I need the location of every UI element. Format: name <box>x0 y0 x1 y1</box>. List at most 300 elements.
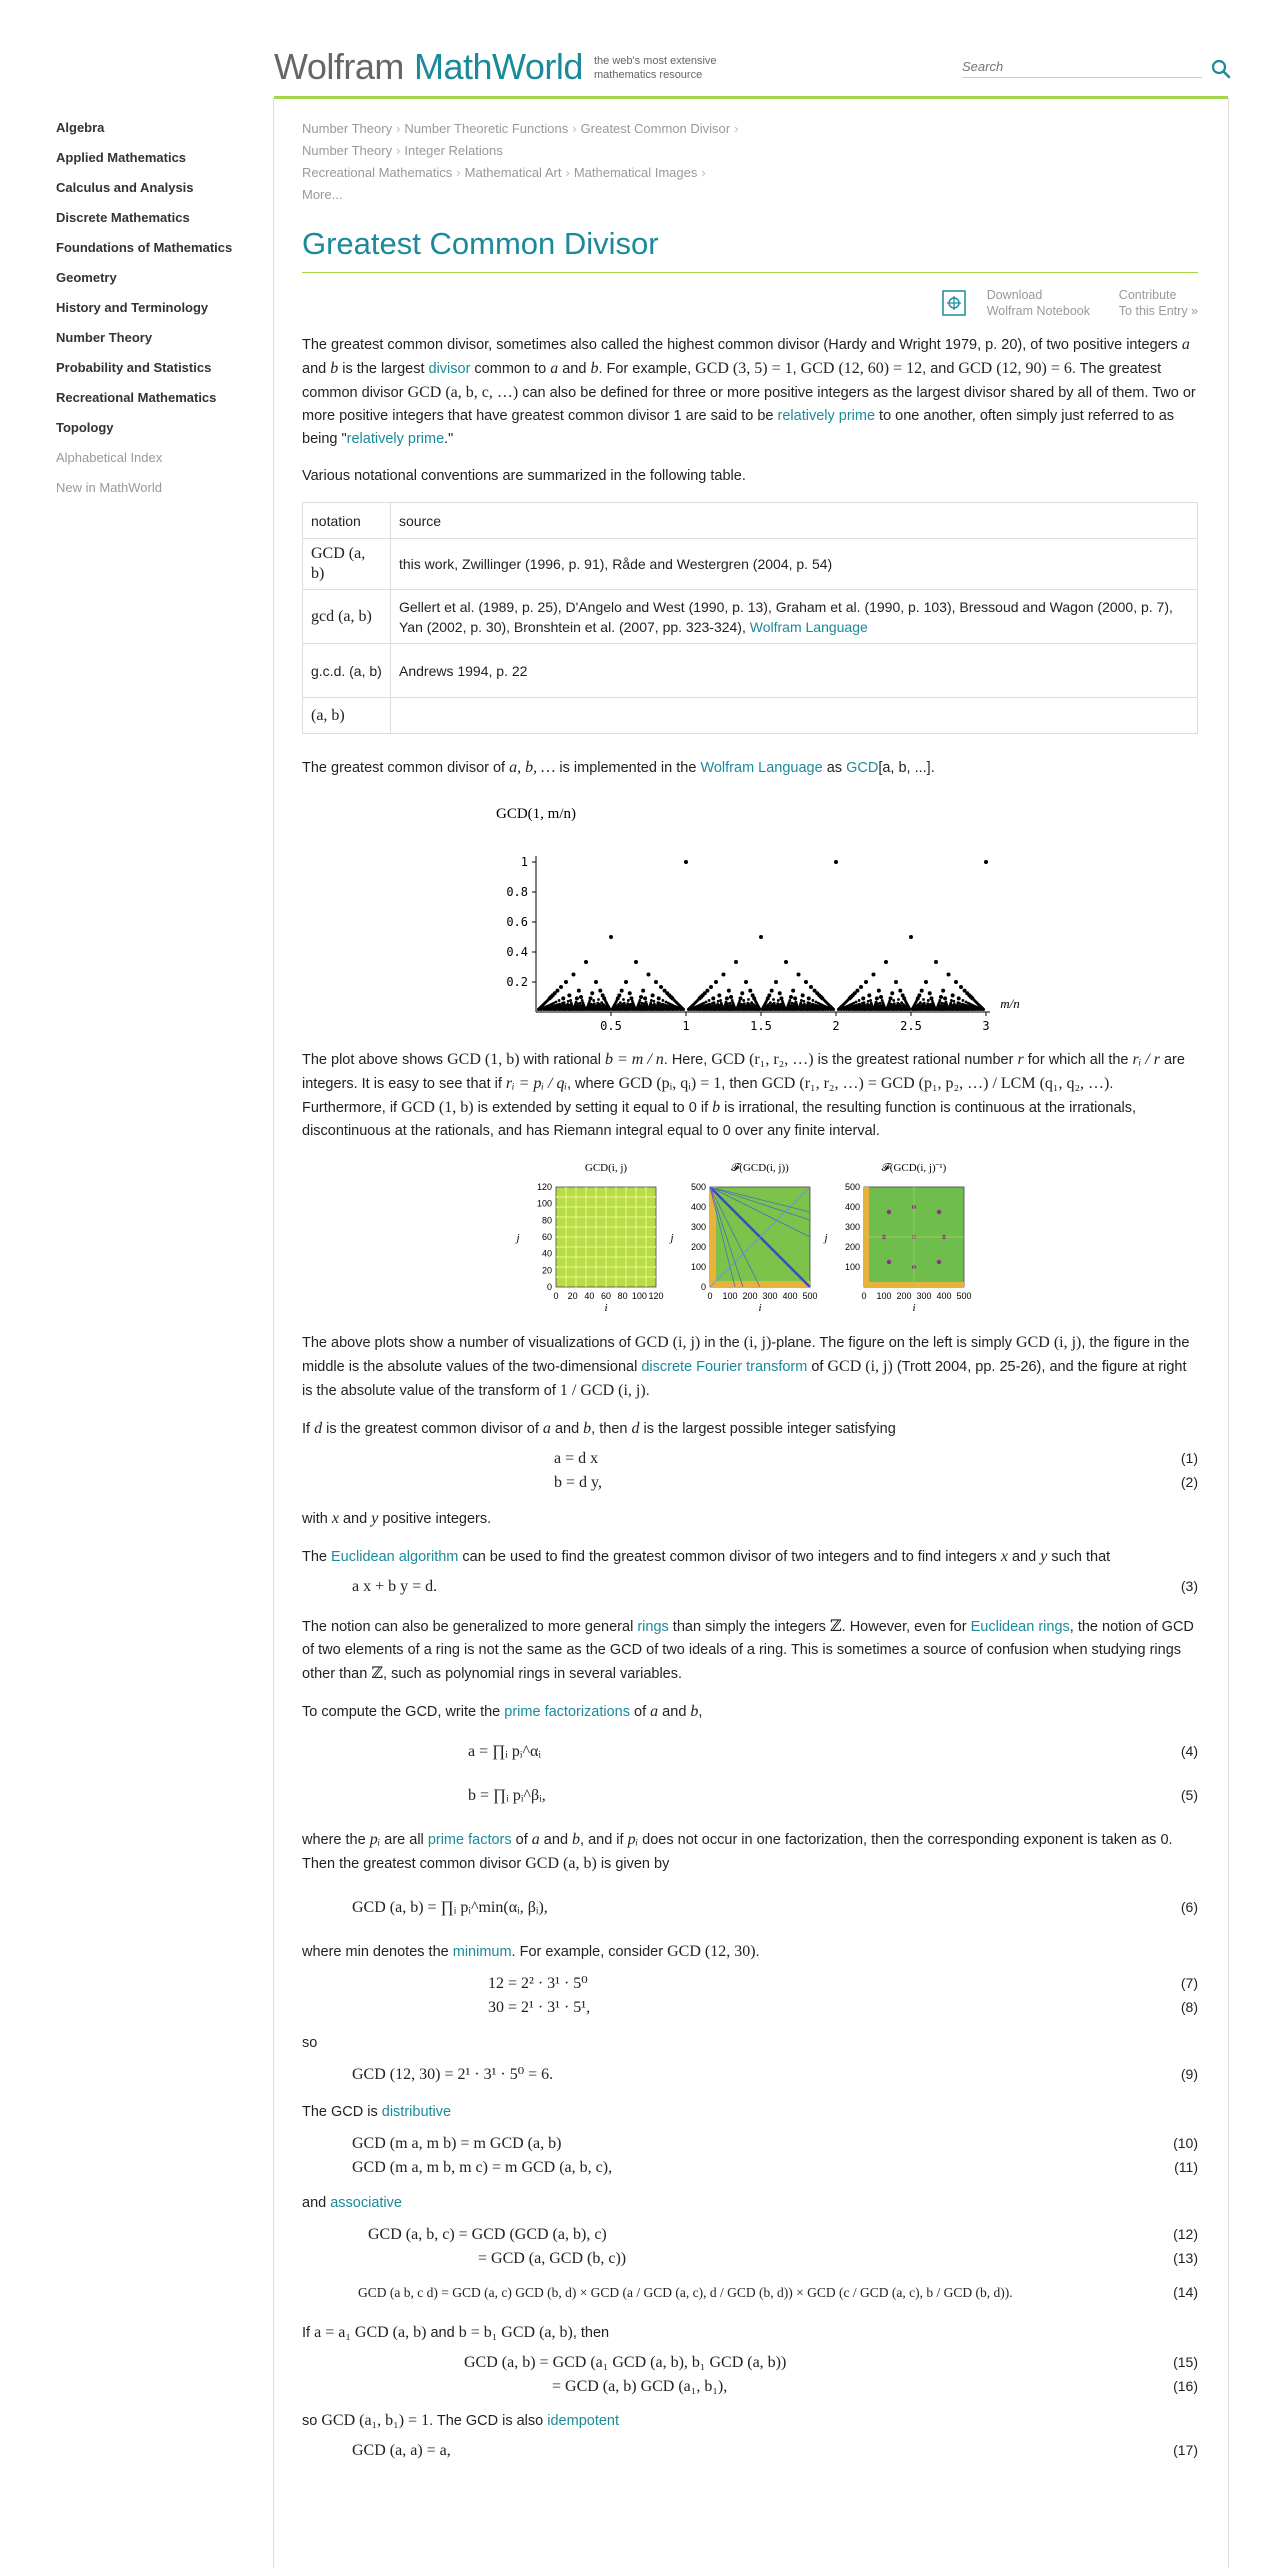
y-tick-label: 0 <box>546 1282 552 1292</box>
breadcrumb-line <box>302 118 1198 140</box>
breadcrumb-link[interactable]: Number Theory <box>302 143 393 158</box>
sidebar-item-probability[interactable]: Probability and Statistics <box>56 360 212 375</box>
data-point <box>967 1008 970 1011</box>
data-point <box>592 999 595 1002</box>
data-point <box>607 1008 610 1011</box>
data-point <box>592 1008 595 1011</box>
data-point <box>620 989 624 993</box>
data-point <box>766 1008 769 1011</box>
search-input[interactable] <box>962 56 1202 78</box>
data-point <box>759 935 763 939</box>
table-header: notation <box>303 503 391 539</box>
data-point <box>884 960 888 964</box>
data-point <box>877 1008 880 1011</box>
data-point <box>619 1008 622 1011</box>
implementation-paragraph: The greatest common divisor of a, b, … is implemented in the Wolfram Language as GCD[a, b, ...]. <box>302 759 935 776</box>
equation: GCD (a, b) = GCD (a₁ GCD (a, b), b₁ GCD (a, b)) (15) <box>464 2354 1198 2371</box>
data-point <box>770 989 774 993</box>
tagline <box>594 54 717 82</box>
table-cell-source: Gellert et al. (1989, p. 25), D'Angelo and West (1990, p. 13), Graham et al. (1990, p. 103), Bressoud and Wagon (2000, p. 7), Yan (2002, p. 30), Bronshtein et al. (2007, pp. 323-324), Wolfram Language <box>391 590 1198 644</box>
data-point <box>647 973 651 977</box>
euclidean-rings-link[interactable]: Euclidean rings <box>970 1619 1070 1635</box>
sidebar-item-calculus-and-analysis[interactable]: Calculus and Analysis <box>56 180 194 195</box>
data-point <box>928 991 932 995</box>
equation: GCD (12, 30) = 2¹ · 3¹ · 5⁰ = 6. (9) <box>352 2066 1198 2083</box>
data-point <box>559 985 563 989</box>
data-point <box>950 999 953 1002</box>
data-point <box>892 999 895 1002</box>
data-point <box>588 1008 591 1011</box>
x-tick-label: 1 <box>682 1019 690 1033</box>
data-point <box>802 1008 805 1011</box>
idempotent-link[interactable]: idempotent <box>547 2413 620 2429</box>
y-tick-label: 1 <box>520 855 528 869</box>
y-tick-label: 80 <box>541 1215 552 1226</box>
table-cell-notation: g.c.d. (a, b) <box>303 644 391 698</box>
data-point <box>640 1002 643 1005</box>
data-point <box>567 993 571 997</box>
data-point <box>590 991 594 995</box>
data-point <box>804 980 808 984</box>
data-point <box>609 935 613 939</box>
distributive-link[interactable]: distributive <box>381 2104 452 2120</box>
plot-pattern <box>937 1210 941 1214</box>
data-point <box>646 1008 649 1011</box>
data-point <box>896 1008 899 1011</box>
data-point <box>812 999 815 1002</box>
data-point <box>627 999 630 1002</box>
data-point <box>834 860 838 864</box>
sidebar-item-foundations[interactable]: Foundations of Mathematics <box>56 240 233 255</box>
data-point <box>569 999 572 1002</box>
y-tick-label: 0 <box>700 1282 706 1292</box>
data-point <box>729 1002 732 1005</box>
data-point <box>622 998 625 1001</box>
y-axis-label: j <box>824 1232 828 1244</box>
sidebar-item-new-in-mathworld[interactable]: New in MathWorld <box>56 480 162 495</box>
equation: 12 = 2² · 3¹ · 5⁰ (7) <box>488 1975 1198 1992</box>
data-point <box>789 995 793 999</box>
data-point <box>712 1008 715 1011</box>
data-point <box>974 1008 977 1011</box>
notebook-icon[interactable] <box>942 290 966 316</box>
data-point <box>695 1008 698 1011</box>
data-point <box>616 1008 619 1011</box>
data-point <box>772 998 775 1001</box>
data-point <box>952 1000 955 1003</box>
y-tick-label: 300 <box>844 1222 860 1232</box>
data-point <box>711 996 715 1000</box>
data-point <box>631 1008 634 1011</box>
data-point <box>570 1008 573 1011</box>
breadcrumb-line <box>302 162 1198 184</box>
sidebar-item-discrete-mathematics[interactable]: Discrete Mathematics <box>56 210 190 225</box>
data-point <box>931 1008 934 1011</box>
data-point <box>603 1008 606 1011</box>
rings-link[interactable]: rings <box>637 1619 669 1635</box>
data-point <box>954 980 958 984</box>
wolfram-language-link[interactable]: Wolfram Language <box>749 618 868 635</box>
relatively-prime-link-2[interactable]: relatively prime <box>346 431 445 447</box>
data-point <box>800 999 803 1002</box>
data-point <box>727 989 731 993</box>
data-point <box>817 1008 820 1011</box>
x-tick-label: 0.5 <box>600 1019 622 1033</box>
data-point <box>949 1008 952 1011</box>
x-tick-label: 100 <box>631 1291 647 1301</box>
prime-factors-paragraph: where the pᵢ are all prime factors of a and b, and if pᵢ does not occur in one factorization, then the corresponding exponent is taken as 0. Then the greatest common divisor GCD (a, b) is given by <box>302 1831 1173 1872</box>
data-point <box>687 1008 690 1011</box>
breadcrumb-line <box>302 184 1198 206</box>
y-tick-label: 120 <box>536 1182 552 1192</box>
gcd-visualizations <box>302 1157 1198 1317</box>
data-point <box>628 991 632 995</box>
data-point <box>575 996 579 1000</box>
logo-mathworld[interactable]: MathWorld <box>414 46 583 87</box>
x-axis-label: i <box>758 1302 762 1314</box>
data-point <box>735 1008 738 1011</box>
data-point <box>867 1008 870 1011</box>
x-tick-label: 0 <box>707 1291 713 1301</box>
data-point <box>920 989 924 993</box>
equation: a x + b y = d. (3) <box>352 1578 1198 1595</box>
data-point <box>739 996 743 1000</box>
data-point <box>781 1008 784 1011</box>
plot-title: GCD(i, j) <box>584 1162 628 1174</box>
data-point <box>959 985 963 989</box>
prime-factors-link[interactable]: prime factors <box>427 1832 512 1848</box>
data-point <box>577 1008 580 1011</box>
contribute-link[interactable] <box>1119 287 1198 319</box>
data-point <box>802 1000 805 1003</box>
data-point <box>807 996 811 1000</box>
data-point <box>597 998 600 1001</box>
breadcrumb-more-link[interactable]: More... <box>302 187 343 202</box>
data-point <box>657 996 661 1000</box>
data-point <box>598 989 602 993</box>
data-point <box>744 980 748 984</box>
sidebar-item-algebra[interactable]: Algebra <box>56 120 105 135</box>
data-point <box>657 1008 660 1011</box>
data-point <box>934 1008 937 1011</box>
logo-wolfram[interactable]: Wolfram <box>274 46 404 87</box>
data-point <box>627 1008 630 1011</box>
breadcrumb-link[interactable]: Mathematical Art <box>464 165 562 180</box>
data-point <box>837 1008 840 1011</box>
x-tick-label: 200 <box>896 1291 912 1301</box>
plot-pattern <box>710 1281 810 1287</box>
data-point <box>870 1008 873 1011</box>
data-point <box>572 973 576 977</box>
data-point <box>690 1008 693 1011</box>
data-point <box>897 998 900 1001</box>
data-point <box>753 1008 756 1011</box>
coprime-paragraph: If a = a₁ GCD (a, b) and b = b₁ GCD (a, b), then <box>302 2324 610 2341</box>
y-tick-label: 200 <box>690 1242 706 1252</box>
data-point <box>796 1008 799 1011</box>
data-point <box>659 985 663 989</box>
contribute-label: Contribute <box>1118 288 1177 302</box>
data-point <box>872 973 876 977</box>
data-point <box>952 1008 955 1011</box>
data-point <box>822 1008 825 1011</box>
data-point <box>877 989 881 993</box>
data-point <box>667 1008 670 1011</box>
breadcrumb-link[interactable]: Recreational Mathematics <box>302 165 453 180</box>
data-point <box>649 1008 652 1011</box>
x-tick-label: 20 <box>567 1291 578 1301</box>
data-point <box>827 1008 830 1011</box>
breadcrumb-link[interactable]: Integer Relations <box>404 143 503 158</box>
data-point <box>862 1008 865 1011</box>
data-point <box>929 996 933 1000</box>
data-point <box>790 1002 793 1005</box>
data-point <box>594 980 598 984</box>
data-point <box>540 1008 543 1011</box>
data-point <box>748 1008 751 1011</box>
data-point <box>840 1008 843 1011</box>
data-point <box>748 989 752 993</box>
data-point <box>809 985 813 989</box>
tagline-line-1: the web's most extensive <box>594 55 717 67</box>
breadcrumb-sep: › <box>396 121 401 136</box>
search-icon[interactable] <box>1210 58 1232 80</box>
data-point <box>654 980 658 984</box>
data-point <box>912 1008 915 1011</box>
download-label: Download <box>986 288 1043 302</box>
associative-paragraph: and associative <box>302 2195 402 2211</box>
data-point <box>555 1008 558 1011</box>
data-point <box>677 1008 680 1011</box>
data-point <box>717 1000 720 1003</box>
data-point <box>598 1008 601 1011</box>
dft-link[interactable]: discrete Fourier transform <box>641 1359 808 1375</box>
y-tick-label: 200 <box>844 1242 860 1252</box>
data-point <box>722 973 726 977</box>
prime-factorizations-link[interactable]: prime factorizations <box>504 1704 630 1720</box>
data-point <box>537 1008 540 1011</box>
data-point <box>799 1008 802 1011</box>
data-point <box>738 1008 741 1011</box>
data-point <box>892 1008 895 1011</box>
data-point <box>793 996 797 1000</box>
data-point <box>980 1008 983 1011</box>
data-point <box>634 1008 637 1011</box>
data-point <box>962 1008 965 1011</box>
data-point <box>777 1008 780 1011</box>
data-point <box>984 860 988 864</box>
data-point <box>708 999 711 1002</box>
data-point <box>941 989 945 993</box>
data-point <box>964 1008 967 1011</box>
visualization-paragraph: The above plots show a number of visualizations of GCD (i, j) in the (i, j)-plane. The figure on the left is simply GCD (i, j), the figure in the middle is the absolute values of the two-dimensional discrete Fourier transform of GCD (i, j) (Trott 2004, pp. 25-26), and the figure at right is the absolute value of the transform of 1 / GCD (i, j). <box>302 1334 1190 1399</box>
divisor-link[interactable]: divisor <box>428 361 471 377</box>
breadcrumb-link[interactable]: Number Theory <box>302 121 393 136</box>
y-tick-label: 500 <box>690 1182 706 1192</box>
x-tick-label: 2 <box>832 1019 840 1033</box>
data-point <box>879 1002 882 1005</box>
data-point <box>769 1008 772 1011</box>
equation: = GCD (a, b) GCD (a₁, b₁), (16) <box>552 2378 1198 2395</box>
y-tick-label: 0.4 <box>506 945 528 959</box>
data-point <box>624 980 628 984</box>
table-row <box>303 698 1198 734</box>
data-point <box>697 1008 700 1011</box>
data-point <box>957 1008 960 1011</box>
equation: a = ∏ᵢ pᵢ^αᵢ (4) <box>468 1743 1198 1760</box>
data-point <box>692 1008 695 1011</box>
data-point <box>629 996 633 1000</box>
equation: = GCD (a, GCD (b, c)) (13) <box>478 2250 1198 2267</box>
data-point <box>771 1008 774 1011</box>
gcd-rational-plot-svg <box>302 794 1198 1044</box>
x-tick-label: 300 <box>762 1291 778 1301</box>
y-tick-label: 500 <box>844 1182 860 1192</box>
data-point <box>867 1000 870 1003</box>
data-point <box>725 996 729 1000</box>
data-point <box>634 960 638 964</box>
data-point <box>888 1008 891 1011</box>
data-point <box>855 1008 858 1011</box>
y-tick-label: 400 <box>844 1202 860 1212</box>
relatively-prime-link[interactable]: relatively prime <box>777 408 876 424</box>
x-tick-label: 200 <box>742 1291 758 1301</box>
data-point <box>951 993 955 997</box>
table-cell-source <box>391 698 1198 734</box>
table-cell-notation: gcd (a, b) <box>303 590 391 644</box>
data-point <box>651 993 655 997</box>
x-axis-label: i <box>604 1302 608 1314</box>
data-point <box>705 1008 708 1011</box>
data-point <box>858 999 861 1002</box>
y-tick-label: 100 <box>690 1262 706 1272</box>
data-point <box>751 1008 754 1011</box>
gcd-rational-plot <box>302 794 1198 1044</box>
y-tick-label: 40 <box>541 1248 552 1259</box>
data-point <box>672 1008 675 1011</box>
breadcrumb-sep: › <box>396 143 401 158</box>
data-point <box>784 1008 787 1011</box>
data-point <box>907 1008 910 1011</box>
data-point <box>557 1008 560 1011</box>
x-tick-label: 60 <box>600 1291 612 1301</box>
data-point <box>717 993 721 997</box>
data-point <box>889 996 893 1000</box>
data-point <box>584 960 588 964</box>
notation-intro: Various notational conventions are summarized in the following table. <box>302 468 746 484</box>
table-cell-source: this work, Zwillinger (1996, p. 91), Råde and Westergren (2004, p. 54) <box>391 539 1198 590</box>
breadcrumb-sep: › <box>572 121 577 136</box>
data-point <box>814 1008 817 1011</box>
data-point <box>885 1008 888 1011</box>
data-point <box>861 996 865 1000</box>
gcd-visualizations-svg <box>302 1157 1198 1317</box>
x-tick-label: 80 <box>617 1291 628 1301</box>
breadcrumb-link[interactable]: Greatest Common Divisor <box>580 121 731 136</box>
download-notebook-link[interactable] <box>987 287 1090 319</box>
euclidean-algorithm-link[interactable]: Euclidean algorithm <box>331 1549 459 1565</box>
sidebar-item-recreational[interactable]: Recreational Mathematics <box>56 390 217 405</box>
data-point <box>662 1008 665 1011</box>
intro-paragraph: The greatest common divisor, sometimes also called the highest common divisor (Hardy and Wright 1979, p. 20), of two positive integers a and b is the largest divisor common to a and b. For example, GCD (3, 5) = 1, GCD (12, 60) = 12, and GCD (12, 90) = 6. The greatest common divisor GCD (a, b, c, …) can also be defined for three or more positive integers as the largest divisor shared by all of them. Two or more positive integers that have greatest common divisor 1 are said to be relatively prime to one another, often simply just referred to as being "relatively prime." <box>302 336 1196 447</box>
y-axis-label: j <box>516 1232 520 1244</box>
data-point <box>729 995 733 999</box>
table-row <box>303 644 1198 698</box>
sidebar-item-applied-mathematics[interactable]: Applied Mathematics <box>56 150 187 165</box>
data-point <box>859 985 863 989</box>
data-point <box>740 991 744 995</box>
x-tick-label: 500 <box>956 1291 972 1301</box>
data-point <box>561 996 565 1000</box>
data-point <box>777 999 780 1002</box>
data-point <box>845 1008 848 1011</box>
data-point <box>567 1008 570 1011</box>
definition-paragraph: If d is the greatest common divisor of a and b, then d is the largest possible integer satisfying <box>302 1420 896 1437</box>
data-point <box>742 1008 745 1011</box>
gcd-function-link[interactable]: GCD <box>846 760 879 776</box>
data-point <box>903 1008 906 1011</box>
data-point <box>882 1008 885 1011</box>
y-axis-label: j <box>670 1232 674 1244</box>
data-point <box>927 999 930 1002</box>
sidebar-item-topology[interactable]: Topology <box>56 420 114 435</box>
data-point <box>757 1008 760 1011</box>
data-point <box>940 1002 943 1005</box>
distributive-paragraph: The GCD is distributive <box>302 2104 452 2120</box>
data-point <box>709 985 713 989</box>
sidebar-item-history[interactable]: History and Terminology <box>56 300 209 315</box>
minimum-link[interactable]: minimum <box>452 1944 512 1960</box>
sidebar-nav <box>56 118 256 508</box>
y-tick-label: 0.8 <box>506 885 528 899</box>
x-tick-label: 3 <box>982 1019 990 1033</box>
data-point <box>682 1008 685 1011</box>
y-tick-label: 0.2 <box>506 975 528 989</box>
sidebar-item-number-theory[interactable]: Number Theory <box>56 330 153 345</box>
site-header <box>274 40 1240 98</box>
table-cell-source: Andrews 1994, p. 22 <box>391 644 1198 698</box>
wolfram-language-link-2[interactable]: Wolfram Language <box>700 760 823 776</box>
data-point <box>852 1008 855 1011</box>
equation: GCD (a, b) = ∏ᵢ pᵢ^min(αᵢ, βᵢ), (6) <box>352 1899 1198 1916</box>
data-point <box>652 1000 655 1003</box>
sidebar-item-alphabetical-index[interactable]: Alphabetical Index <box>56 450 163 465</box>
data-point <box>797 973 801 977</box>
associative-link[interactable]: associative <box>330 2195 402 2211</box>
data-point <box>545 1008 548 1011</box>
header-rule <box>274 96 1228 99</box>
main-content <box>302 118 1198 2463</box>
y-tick-label: 100 <box>536 1198 552 1209</box>
positive-integers-note: with x and y positive integers. <box>302 1510 492 1527</box>
data-point <box>778 991 782 995</box>
x-axis-label: m/n <box>1000 996 1020 1011</box>
equation: GCD (a, a) = a, (17) <box>352 2442 1198 2459</box>
rings-paragraph: The notion can also be generalized to more general rings than simply the integers ℤ. However, even for Euclidean rings, the notion of GCD of two elements of a ring is not the same as the GCD of two ideals of a ring. This is sometimes a source of confusion when studying rings other than ℤ, such as polynomial rings in several variables. <box>302 1618 1194 1682</box>
data-point <box>972 1008 975 1011</box>
y-tick-label: 100 <box>844 1262 860 1272</box>
data-point <box>589 996 593 1000</box>
data-point <box>801 993 805 997</box>
breadcrumb-link[interactable]: Mathematical Images <box>573 165 698 180</box>
y-tick-label: 0.6 <box>506 915 528 929</box>
data-point <box>717 1008 720 1011</box>
sidebar-item-geometry[interactable]: Geometry <box>56 270 117 285</box>
y-tick-label: 20 <box>541 1265 552 1276</box>
equation: GCD (m a, m b) = m GCD (a, b) (10) <box>352 2135 1198 2152</box>
data-point <box>943 996 947 1000</box>
breadcrumb-link[interactable]: Number Theoretic Functions <box>404 121 569 136</box>
